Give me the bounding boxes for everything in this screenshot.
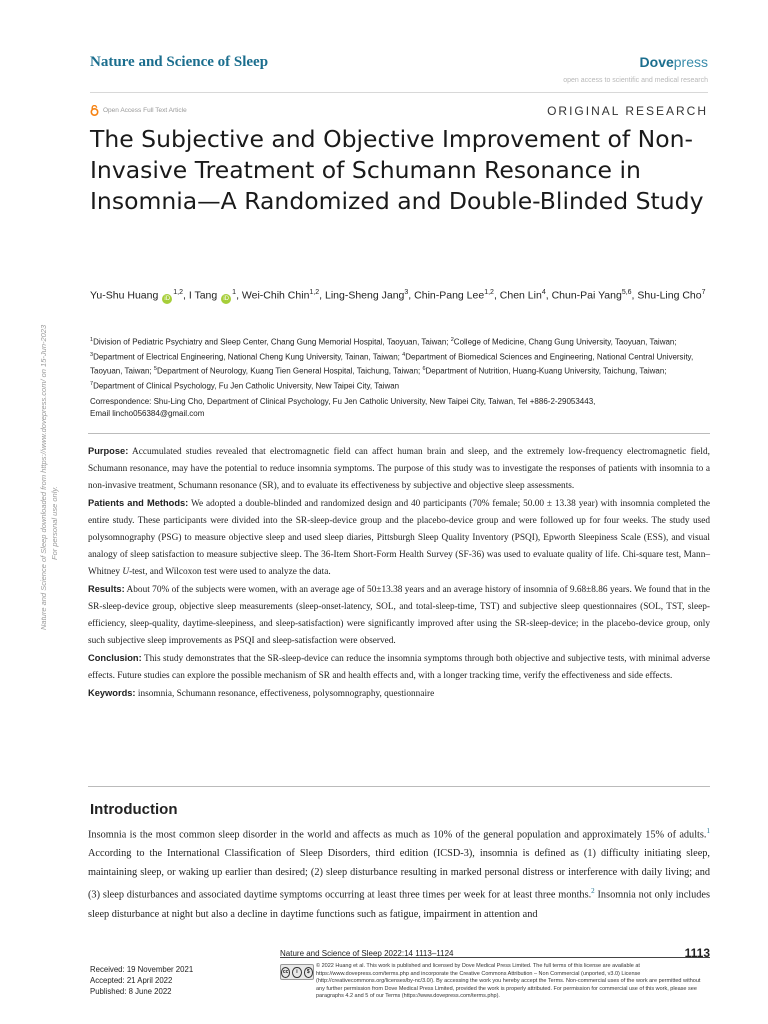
orcid-icon[interactable]: iD <box>162 294 172 304</box>
footer-citation: Nature and Science of Sleep 2022:14 1113–1124 <box>280 949 454 958</box>
keywords-text: insomnia, Schumann resonance, effectiveness, polysomnography, questionnaire <box>135 689 435 699</box>
author-affiliation-ref: 7 <box>701 289 706 296</box>
methods-text: We adopted a double-blinded and randomized design and 40 participants (70% female; 50.00 ± 13.38 year) with insomnia completed the entire study. These participants were divided into the SR-sleep-device group and the placebo-device group and were followed up for four weeks. The study used polysomnography (PSG) to measure objective sleep and used sleep diaries, Pittsburgh Sleep Quality Inventory (PSQI), Epworth Sleepiness Scale (ESS), and visual analogy of sleep satisfaction to measure subjective sleep. The 36-Item Short-Form Health Survey (SF-36) was used to evaluate quality of life. Chi-square test, Mann–Whitney <box>88 499 710 577</box>
abstract-bottom-rule <box>88 786 710 787</box>
header-divider <box>90 92 708 93</box>
author-affiliation-ref: 5,6 <box>621 289 632 296</box>
author-affiliation-ref: 3 <box>404 289 409 296</box>
author-name[interactable]: Chen Lin <box>499 289 542 302</box>
article-type: ORIGINAL RESEARCH <box>547 104 708 118</box>
conclusion-text: This study demonstrates that the SR-sleep-device can reduce the insomnia symptoms through both objective and subjective tests, with minimal adverse effects. Future studies can explore the possible mechanism of SR and health effects and, with a longer tracking time, verify the effectiveness and side effects. <box>88 654 710 681</box>
affiliation-text: Department of Electrical Engineering, National Cheng Kung University, Tainan, Taiwan; <box>93 352 403 362</box>
publisher-name-light: press <box>673 54 708 70</box>
journal-name: Nature and Science of Sleep <box>90 54 269 70</box>
abstract-purpose <box>88 443 710 495</box>
keywords-label: Keywords: <box>88 688 136 698</box>
cc-symbol-icon: cc <box>281 967 290 978</box>
open-access-icon <box>90 105 99 116</box>
article-title: The Subjective and Objective Improvement of Non-Invasive Treatment of Schumann Resonance in Insomnia—A Randomized and Double-Blinded Study <box>90 125 704 215</box>
correspondence <box>90 396 710 420</box>
abstract-keywords <box>88 685 710 703</box>
affiliation-text: Department of Clinical Psychology, Fu Jen Catholic University, New Taipei City, Taiwan <box>93 381 400 391</box>
publisher-logo <box>640 54 708 70</box>
orcid-icon[interactable]: iD <box>221 294 231 304</box>
author-affiliation-ref: 1,2 <box>309 289 320 296</box>
intro-text-3: Insomnia not only includes sleep disturbance at night but also a decline in daytime functions such as fatigue, impairment in attention and <box>88 889 711 920</box>
intro-text-1: Insomnia is the most common sleep disorder in the world and affects as much as 10% of the general population and approximately 15% of adults. <box>88 829 707 841</box>
publisher-tagline: open access to scientific and medical research <box>563 77 708 84</box>
publication-dates <box>90 964 193 997</box>
author-affiliation-ref: 1 <box>232 289 237 296</box>
correspondence-line: Correspondence: Shu-Ling Cho, Department of Clinical Psychology, Fu Jen Catholic University, New Taipei City, Taiwan, Tel +886-2-29053443, <box>90 397 596 406</box>
received-date: Received: 19 November 2021 <box>90 965 194 974</box>
author-name[interactable]: Wei-Chih Chin <box>241 289 310 302</box>
author-name[interactable]: Chin-Pang Lee <box>414 289 485 302</box>
by-symbol-icon: i <box>292 967 301 978</box>
affiliation-number: 5 <box>153 366 157 373</box>
author-list: Yu-Shu Huang iD$^{1,2}$, I Tang $iD^1$, Wei-Chih Chin$^{1,2}$, Ling-Sheng Jang$^3$, Chin-Pang Lee$^{1,2}$, Chen Lin$^4$, Chun-Pai Yang$^{5,6}$, Shu-Ling Cho$^7$ <box>90 289 706 302</box>
conclusion-label: Conclusion: <box>88 653 142 663</box>
license-text: © 2022 Huang et al. This work is published and licensed by Dove Medical Press Limited. The full terms of this license are available at https://www.dovepress.com/terms.php and incorporate the Creative Commons Attribution – Non Commercial (unported, v3.0) License (http://creativecommons.org/licenses/by-nc/3.0/). By accessing the work you hereby accept the Terms. Non-commercial uses of the work are permitted without any further permission from Dove Medical Press Limited, provided the work is properly attributed. For permission for commercial use of this work, please see paragraphs 4.2 and 5 of our Terms (https://www.dovepress.com/terms.php). <box>316 963 701 999</box>
reference-link-2[interactable]: 2 <box>591 887 595 896</box>
affiliation-number: 2 <box>450 337 454 343</box>
affiliations <box>90 334 710 393</box>
affiliation-text: Department of Biomedical Sciences and Engineering, National Central University, Taoyuan, Taiwan; <box>90 352 694 376</box>
reference-link-1[interactable]: 1 <box>706 827 710 835</box>
publisher-name-bold: Dove <box>639 54 674 70</box>
introduction-body <box>88 822 710 924</box>
nc-symbol-icon: $ <box>304 967 313 978</box>
author-name[interactable]: Yu-Shu Huang <box>90 289 159 302</box>
author-affiliation-ref: 1,2 <box>173 289 183 296</box>
affiliation-number: 3 <box>90 351 94 358</box>
author-name[interactable]: Shu-Ling Cho <box>637 289 702 302</box>
author-name[interactable]: I Tang <box>188 289 218 302</box>
abstract-methods <box>88 495 710 581</box>
affiliation-text: Department of Neurology, Kuang Tien General Hospital, Taichung, Taiwan; <box>156 366 423 376</box>
introduction-paragraph <box>88 822 710 924</box>
methods-label: Patients and Methods: <box>88 498 189 508</box>
affiliation-text: Department of Nutrition, Huang-Kuang University, Taichung, Taiwan; <box>425 366 667 376</box>
intro-text-2: According to the International Classification of Sleep Disorders, third edition (ICSD-3), insomnia is defined as (1) difficulty initiating sleep, maintaining sleep, or waking up earlier than desired; (2) sleep disturbance resulting in marked personal distress or interference with daily living; and (3) sleep disturbances and associated daytime symptoms occurring at least three times per week for at least three months. <box>88 848 710 901</box>
purpose-text: Accumulated studies revealed that electromagnetic field can affect human brain and sleep, and the extremely low-frequency electromagnetic field, Schumann resonance, may have the potential to reduce insomnia symptoms. The purpose of this study was to investigate the responses of patients with insomnia to a non-invasive treatment, Schumann resonance (SR), and to evaluate its effectiveness by subjective and objective sleep assessments. <box>88 447 710 491</box>
abstract-top-rule <box>88 433 710 434</box>
author-affiliation-ref: 4 <box>541 289 546 296</box>
download-watermark <box>38 325 60 630</box>
methods-italic: U <box>122 567 130 577</box>
affiliation-number: 6 <box>422 366 426 373</box>
watermark-line-1: Nature and Science of Sleep downloaded from https://www.dovepress.com/ on 15-Jun-2023 <box>39 324 48 630</box>
introduction-heading: Introduction <box>90 801 178 818</box>
author-name[interactable]: Chun-Pai Yang <box>551 289 622 302</box>
methods-text-end: -test, and Wilcoxon test were used to analyze the data. <box>129 567 331 577</box>
page-number: 1113 <box>684 946 710 960</box>
affiliation-number: 7 <box>90 380 94 387</box>
results-label: Results: <box>88 584 125 594</box>
affiliation-text: College of Medicine, Chang Gung University, Taoyuan, Taiwan; <box>453 337 677 347</box>
correspondence-email[interactable]: Email lincho056384@gmail.com <box>90 409 205 418</box>
author-name[interactable]: Ling-Sheng Jang <box>324 289 405 302</box>
open-access-label: Open Access Full Text Article <box>103 107 187 114</box>
accepted-date: Accepted: 21 April 2022 <box>90 976 173 985</box>
affiliation-text: Division of Pediatric Psychiatry and Sleep Center, Chang Gung Memorial Hospital, Taoyuan, Taiwan; <box>93 337 451 347</box>
results-text: About 70% of the subjects were women, with an average age of 50±13.38 years and an average history of insomnia of 9.68±8.86 years. We found that in the SR-sleep-device group, objective sleep measurements (sleep-onset-latency, SOL, and total-sleep-time, TST) and subjective sleep questionnaires (SOL, TST, sleep-efficiency, sleep-quality, daytime-sleepiness, and sleep-satisfaction) were significantly improved after using the SR-sleep-device; in the placebo-device group, only such subjective sleep improvements as PSQI and sleep-satisfaction were observed. <box>88 585 710 646</box>
purpose-label: Purpose: <box>88 446 129 456</box>
affiliation-number: 4 <box>402 351 406 358</box>
abstract-results <box>88 581 710 650</box>
published-date: Published: 8 June 2022 <box>90 987 172 996</box>
creative-commons-icon[interactable] <box>280 964 314 980</box>
abstract-conclusion <box>88 650 710 685</box>
watermark-line-2: For personal use only. <box>50 486 59 560</box>
affiliation-number: 1 <box>90 337 94 343</box>
abstract <box>88 443 710 703</box>
author-affiliation-ref: 1,2 <box>484 289 494 296</box>
footer-rule <box>280 957 710 958</box>
open-access-badge[interactable] <box>90 105 187 116</box>
